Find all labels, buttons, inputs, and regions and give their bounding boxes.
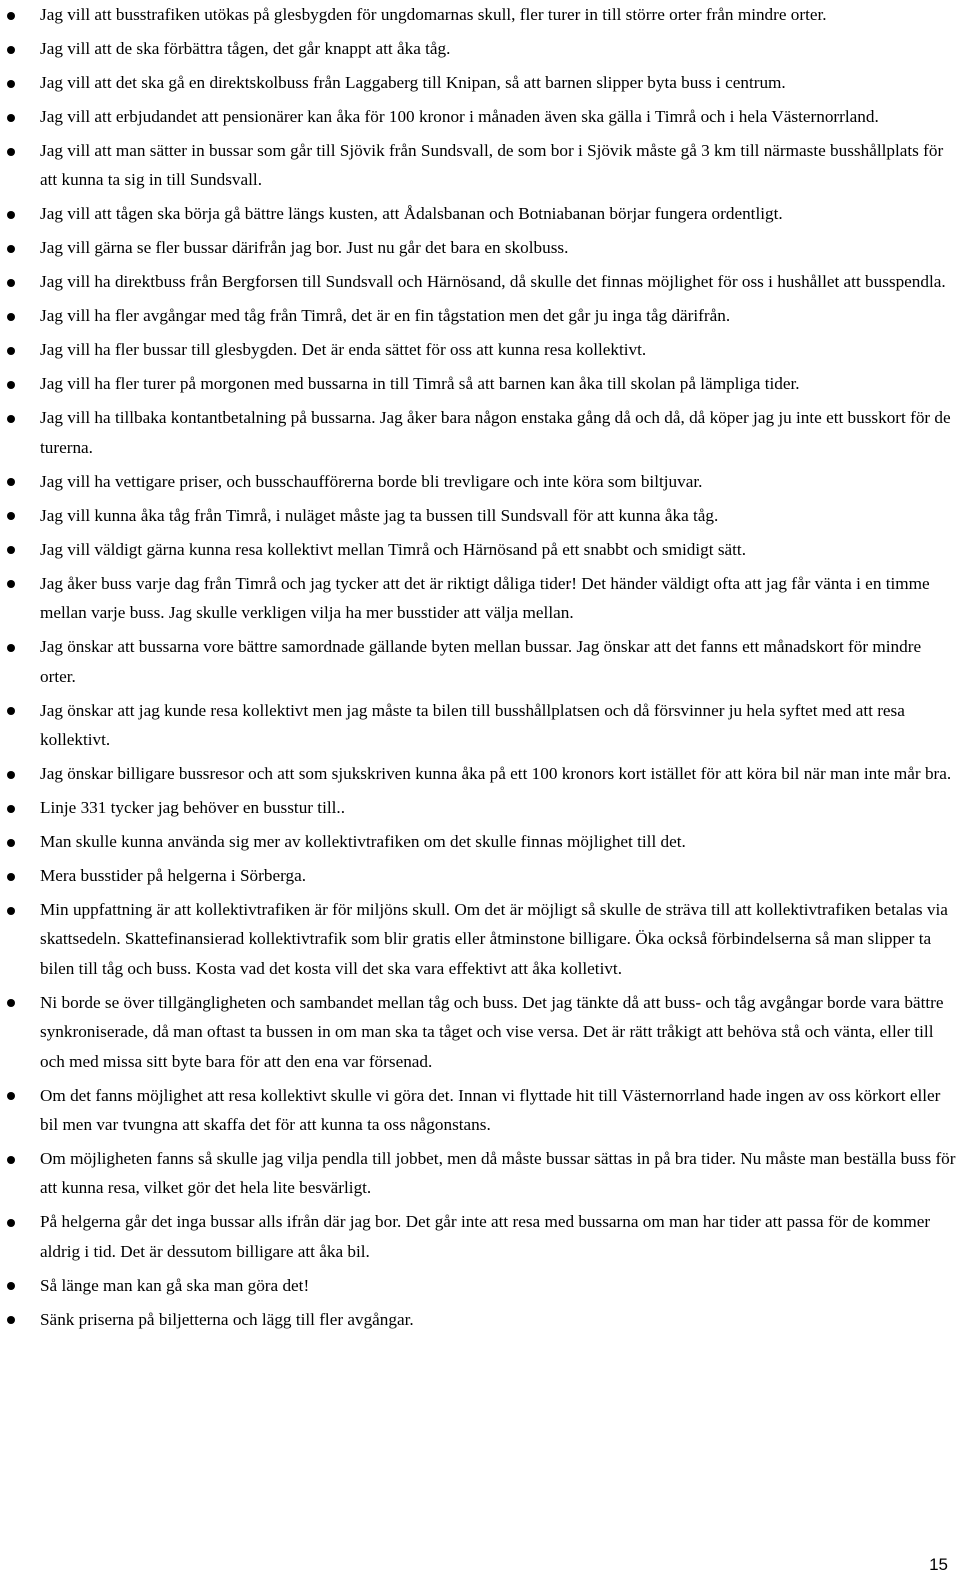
list-item	[40, 369, 956, 398]
list-item-text: Jag vill ha fler bussar till glesbygden. Det är enda sättet för oss att kunna resa kollektivt.	[40, 340, 647, 360]
bullet-icon	[7, 114, 15, 122]
bullet-icon	[7, 907, 15, 915]
bullet-icon	[7, 279, 15, 287]
page-number: 15	[929, 1555, 948, 1574]
list-item	[40, 501, 956, 530]
list-item-text: Jag vill ha fler avgångar med tåg från Timrå, det är en fin tågstation men det går ju inga tåg därifrån.	[40, 306, 731, 326]
list-item-text: Jag önskar billigare bussresor och att som sjukskriven kunna åka på ett 100 kronors kort istället för att köra bil när man inte mår bra.	[40, 764, 952, 784]
list-item-text: Jag vill ha direktbuss från Bergforsen till Sundsvall och Härnösand, då skulle det finnas möjlighet för oss i hushållet att busspendla.	[40, 272, 946, 292]
list-item-text: Om det fanns möjlighet att resa kollektivt skulle vi göra det. Innan vi flyttade hit till Västernorrland hade ingen av oss körkort eller bil men var tvungna att skaffa det för att kunna ta oss någonstans.	[40, 1085, 941, 1135]
bullet-icon	[7, 1092, 15, 1100]
bullet-icon	[7, 80, 15, 88]
list-item	[40, 1081, 956, 1140]
bullet-icon	[7, 805, 15, 813]
bullet-icon	[7, 46, 15, 54]
list-item-text: Så länge man kan gå ska man göra det!	[40, 1275, 310, 1295]
bullet-icon	[7, 211, 15, 219]
list-item-text: Jag vill ha tillbaka kontantbetalning på bussarna. Jag åker bara någon enstaka gång då och då, då köper jag ju inte ett busskort för de turerna.	[40, 408, 951, 457]
list-item-text: Min uppfattning är att kollektivtrafiken är för miljöns skull. Om det är möjligt så skulle de sträva till att kollektivtrafiken betalas via skattsedeln. Skattefinansierad kollektivtrafik som blir gratis eller åtminstone billigare. Öka också förbindelserna så man slipper ta bilen till tåg och buss. Kosta vad det kosta vill det ska vara effektivt att åka kolletivt.	[40, 900, 948, 978]
bullet-icon	[7, 644, 15, 652]
list-item	[40, 335, 956, 364]
bullet-icon	[7, 580, 15, 588]
bullet-icon	[7, 771, 15, 779]
list-item-text: Jag vill gärna se fler bussar därifrån jag bor. Just nu går det bara en skolbuss.	[40, 238, 569, 258]
list-item-text: Ni borde se över tillgängligheten och sambandet mellan tåg och buss. Det jag tänkte då att buss- och tåg avgångar borde vara bättre synkroniserade, då man oftast ta bussen in om man ska ta tåget och vise versa. Det är rätt tråkigt att behöva stå och vänta, eller till och med missa sitt byte bara för att den ena var försenad.	[40, 992, 944, 1071]
list-item	[40, 68, 956, 97]
list-item	[40, 467, 956, 496]
bullet-icon	[7, 1219, 15, 1227]
bullet-icon	[7, 999, 15, 1007]
list-item	[40, 267, 956, 296]
list-item-text: Jag vill ha vettigare priser, och busschaufförerna borde bli trevligare och inte köra som biltjuvar.	[40, 471, 703, 491]
list-item	[40, 1305, 956, 1334]
list-item-text: Mera busstider på helgerna i Sörberga.	[40, 866, 307, 886]
list-item	[40, 988, 956, 1076]
list-item	[40, 827, 956, 856]
list-item	[40, 136, 956, 195]
list-item-text: Sänk priserna på biljetterna och lägg till fler avgångar.	[40, 1309, 414, 1329]
list-item	[40, 1144, 956, 1203]
bullet-icon	[7, 1282, 15, 1290]
list-item	[40, 569, 956, 628]
list-item-text: Man skulle kunna använda sig mer av kollektivtrafiken om det skulle finnas möjlighet till det.	[40, 832, 686, 852]
list-item-text: Jag önskar att bussarna vore bättre samordnade gällande byten mellan bussar. Jag önskar att det fanns ett månadskort för mindre orter.	[40, 637, 922, 686]
list-item-text: På helgerna går det inga bussar alls ifrån där jag bor. Det går inte att resa med bussarna om man har tider att passa för de kommer aldrig i tid. Det är dessutom billigare att åka bil.	[40, 1212, 931, 1261]
list-item	[40, 895, 956, 983]
list-item	[40, 759, 956, 788]
list-item-text: Linje 331 tycker jag behöver en busstur till..	[40, 798, 346, 818]
list-item-text: Jag åker buss varje dag från Timrå och jag tycker att det är riktigt dåliga tider! Det händer väldigt ofta att jag får vänta i en timme mellan varje buss. Jag skulle verkligen vilja ha mer busstider att välja mellan.	[40, 573, 930, 623]
list-item	[40, 199, 956, 228]
bullet-icon	[7, 707, 15, 715]
list-item	[40, 1207, 956, 1266]
bullet-icon	[7, 347, 15, 355]
list-item	[40, 233, 956, 262]
comment-list	[40, 0, 956, 1339]
bullet-icon	[7, 1156, 15, 1164]
bullet-icon	[7, 478, 15, 486]
list-item-text: Jag vill att tågen ska börja gå bättre längs kusten, att Ådalsbanan och Botniabanan börjar fungera ordentligt.	[40, 204, 783, 224]
list-item	[40, 696, 956, 755]
list-item	[40, 34, 956, 63]
list-item	[40, 861, 956, 890]
bullet-icon	[7, 839, 15, 847]
list-item	[40, 403, 956, 462]
bullet-icon	[7, 313, 15, 321]
list-item-text: Jag önskar att jag kunde resa kollektivt men jag måste ta bilen till busshållplatsen och då försvinner ju hela syftet med att resa kollektivt.	[40, 700, 905, 750]
list-item	[40, 301, 956, 330]
list-item	[40, 0, 956, 29]
bullet-icon	[7, 512, 15, 520]
list-item-text: Jag vill väldigt gärna kunna resa kollektivt mellan Timrå och Härnösand på ett snabbt och smidigt sätt.	[40, 539, 746, 559]
bullet-icon	[7, 415, 15, 423]
list-item	[40, 535, 956, 564]
bullet-icon	[7, 12, 15, 20]
bullet-icon	[7, 381, 15, 389]
list-item-text: Om möjligheten fanns så skulle jag vilja pendla till jobbet, men då måste bussar sättas in på bra tider. Nu måste man beställa buss för att kunna resa, vilket gör det hela lite besvärligt.	[40, 1149, 956, 1198]
list-item-text: Jag vill kunna åka tåg från Timrå, i nuläget måste jag ta bussen till Sundsvall för att kunna åka tåg.	[40, 505, 719, 525]
bullet-icon	[7, 245, 15, 253]
list-item	[40, 102, 956, 131]
list-item-text: Jag vill att man sätter in bussar som går till Sjövik från Sundsvall, de som bor i Sjövik måste gå 3 km till närmaste busshållplats för att kunna ta sig in till Sundsvall.	[40, 141, 944, 190]
list-item-text: Jag vill att busstrafiken utökas på glesbygden för ungdomarnas skull, fler turer in till större orter från mindre orter.	[40, 5, 827, 24]
bullet-icon	[7, 546, 15, 554]
bullet-icon	[7, 873, 15, 881]
list-item	[40, 632, 956, 691]
list-item-text: Jag vill att de ska förbättra tågen, det går knappt att åka tåg.	[40, 39, 451, 58]
list-item	[40, 1271, 956, 1300]
bullet-icon	[7, 148, 15, 156]
list-item-text: Jag vill ha fler turer på morgonen med bussarna in till Timrå så att barnen kan åka till skolan på lämpliga tider.	[40, 374, 800, 394]
list-item	[40, 793, 956, 822]
list-item-text: Jag vill att det ska gå en direktskolbuss från Laggaberg till Knipan, så att barnen slipper byta buss i centrum.	[40, 73, 786, 92]
list-item-text: Jag vill att erbjudandet att pensionärer kan åka för 100 kronor i månaden även ska gälla i Timrå och i hela Västernorrland.	[40, 107, 879, 126]
bullet-icon	[7, 1316, 15, 1324]
